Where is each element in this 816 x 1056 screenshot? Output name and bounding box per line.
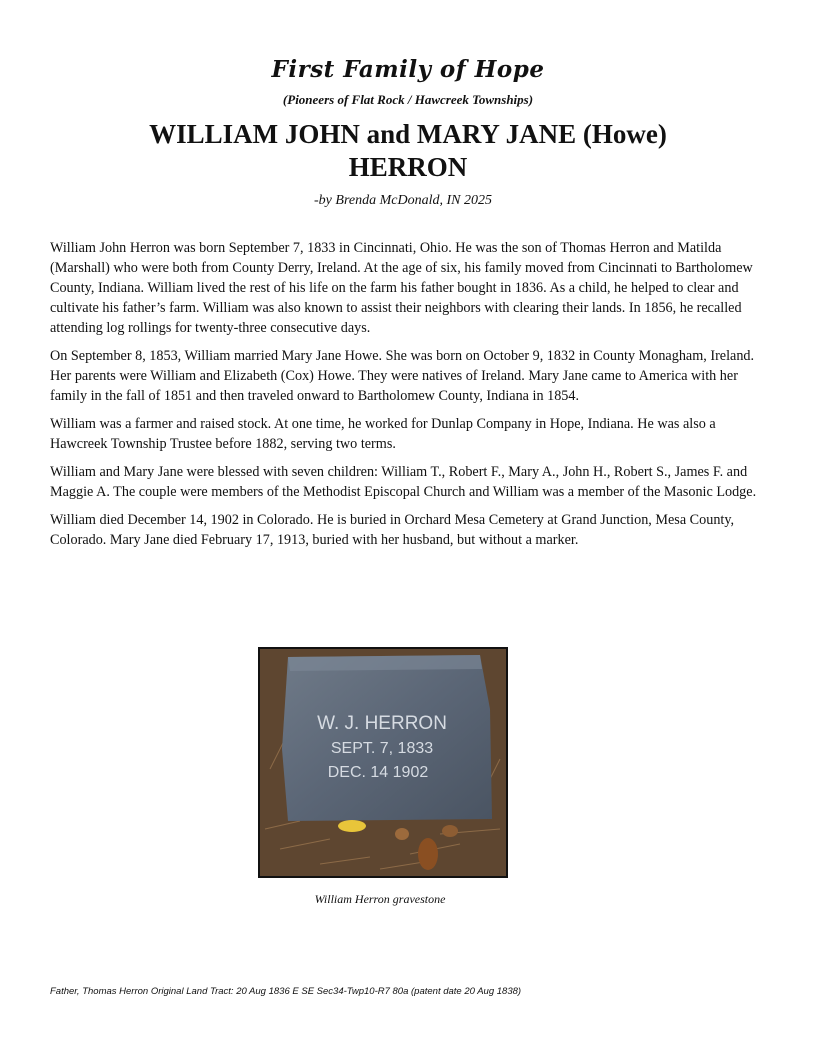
paragraph: On September 8, 1853, William married Mary Jane Howe. She was born on October 9, 1832 in County Monagham, Ireland. Her parents were William and Elizabeth (Cox) Howe. They were natives of Ireland. Mary Jane came to America with her family in the fall of 1851 and then traveled onward to Bartholomew County, Indiana in 1854. (50, 348, 755, 404)
paragraph: William was a farmer and raised stock. At one time, he worked for Dunlap Company in Hope, Indiana. He was also a Hawcreek Township Trustee before 1882, serving two terms. (50, 416, 716, 452)
byline: -by Brenda McDonald, IN 2025 (314, 193, 492, 208)
gravestone-image (260, 649, 506, 876)
page-title (60, 118, 756, 184)
paragraph: William and Mary Jane were blessed with seven children: William T., Robert F., Mary A., John H., Robert S., James F. and Maggie A. The couple were members of the Methodist Episcopal Church and William was a member of the Masonic Lodge. (50, 464, 757, 500)
title-line-2: HERRON (348, 152, 468, 182)
paragraph: William died December 14, 1902 in Colorado. He is buried in Orchard Mesa Cemetery at Grand Junction, Mesa County, Colorado. Mary Jane died February 17, 1913, buried with her husband, but without a marker. (50, 512, 735, 548)
stone-line-2: SEPT. 7, 1833 (330, 740, 434, 757)
article-body (50, 238, 766, 558)
title-line-1: WILLIAM JOHN and MARY JANE (Howe) (149, 119, 667, 149)
paragraph: William John Herron was born September 7, 1833 in Cincinnati, Ohio. He was the son of Thomas Herron and Matilda (Marshall) who were both from County Derry, Ireland. At the age of six, his family moved from Cincinnati to Bartholomew County, Indiana. William lived the rest of his life on the farm his father bought in 1836. As a child, he helped to clear and cultivate his father’s farm. William was also known to assist their neighbors with clearing their lands. In 1856, he recalled attending log rollings for twenty-three consecutive days. (50, 240, 753, 336)
gravestone-photo (258, 647, 508, 878)
photo-caption: William Herron gravestone (314, 892, 446, 906)
series-subtitle: (Pioneers of Flat Rock / Hawcreek Townships) (282, 92, 534, 107)
series-title: First Family of Hope (271, 56, 545, 83)
footnote: Father, Thomas Herron Original Land Tract: 20 Aug 1836 E SE Sec34-Twp10-R7 80a (patent date 20 Aug 1838) (50, 986, 522, 997)
stone-line-3: DEC. 14 1902 (327, 764, 429, 781)
stone-line-1: W. J. HERRON (317, 713, 447, 734)
